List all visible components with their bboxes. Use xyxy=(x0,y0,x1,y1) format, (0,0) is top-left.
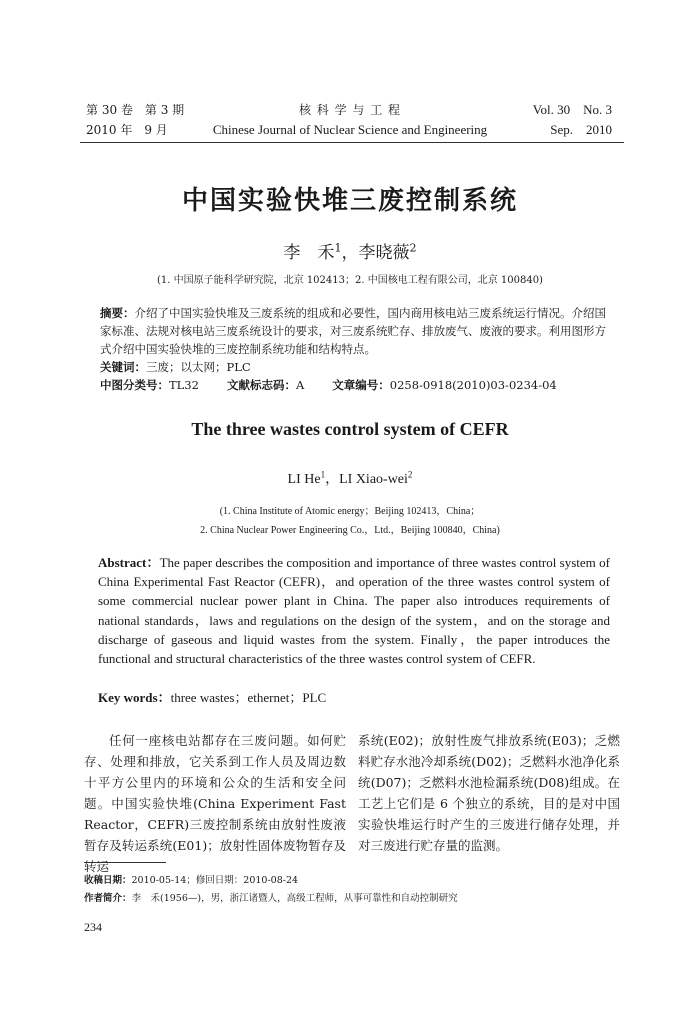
author1-cn: 李 禾 xyxy=(283,243,335,263)
title-cn: 中国实验快堆三废控制系统 xyxy=(181,186,518,216)
header-issue-en xyxy=(533,100,612,140)
affiliation-en-line1: (1. China Institute of Atomic energy；Beijing 102413，China； xyxy=(219,506,481,517)
footnote-rule xyxy=(84,862,166,863)
abstract-cn-label: 摘要： xyxy=(100,306,135,320)
header-volume-en: Vol. 30 No. 3 xyxy=(532,102,612,117)
footnote-bio-label: 作者简介： xyxy=(84,893,132,904)
clc-value: TL32 xyxy=(169,378,199,392)
footnote-dates xyxy=(84,874,298,888)
footnote-bio xyxy=(84,892,458,906)
author-sep-en: ， xyxy=(325,472,340,487)
keywords-en xyxy=(98,687,326,706)
keywords-cn-text: 三废；以太网；PLC xyxy=(146,360,251,374)
authors-en xyxy=(0,468,700,488)
abstract-cn xyxy=(100,304,610,394)
article-no-item xyxy=(332,376,556,394)
affiliation-en xyxy=(0,502,700,540)
header-rule xyxy=(80,142,624,143)
author1-cn-sup: 1 xyxy=(334,241,342,255)
author2-cn-sup: 2 xyxy=(409,241,417,255)
title-en: The three wastes control system of CEFR xyxy=(191,419,509,439)
authors-cn xyxy=(0,238,700,263)
keywords-cn xyxy=(100,358,610,376)
keywords-en-label: Key words： xyxy=(98,690,171,705)
keywords-en-text: three wastes；ethernet；PLC xyxy=(170,690,327,705)
classification-row xyxy=(100,376,610,394)
author2-en-sup: 2 xyxy=(407,469,413,480)
affiliation-cn: (1. 中国原子能科学研究院，北京 102413；2. 中国核电工程有限公司，北京 100840) xyxy=(157,275,543,286)
abstract-en xyxy=(98,553,610,668)
author1-en: LI He xyxy=(287,472,321,487)
clc-label: 中图分类号： xyxy=(100,378,169,392)
abstract-cn-para xyxy=(100,304,610,358)
header-date-cn: 2010 年 9 月 xyxy=(86,123,168,137)
footnote-dates-label: 收稿日期： xyxy=(84,875,132,886)
article-no-value: 0258-0918(2010)03-0234-04 xyxy=(389,378,557,392)
affiliation-en-line2: 2. China Nuclear Power Engineering Co.，Ltd.，Beijing 100840，China) xyxy=(200,525,500,536)
page-number: 234 xyxy=(84,920,102,934)
keywords-cn-label: 关键词： xyxy=(100,360,146,374)
abstract-en-label: Abstract： xyxy=(98,555,160,570)
body-column-left: 任何一座核电站都存在三废问题。如何贮存、处理和排放，它关系到工作人员及周边数十平方公里内的环境和公众的生活和安全问题。中国实验快堆(China Experiment Fast Reactor，CEFR)三废控制系统由放射性废液暂存及转运系统(E01)；放射性固体废物暂存及转运 xyxy=(84,733,346,874)
author2-en: LI Xiao-wei xyxy=(339,472,408,487)
doc-code-item xyxy=(227,376,304,394)
header-date-en: Sep. 2010 xyxy=(550,122,612,137)
author2-cn: 李晓薇 xyxy=(358,243,410,263)
clc-item xyxy=(100,376,199,394)
author-sep-cn: ， xyxy=(341,243,359,263)
author1-en-sup: 1 xyxy=(320,469,326,480)
abstract-en-text: The paper describes the composition and importance of three wastes control system of China Experimental Fast Reactor (CEFR)，and operation of the three wastes control system of some commercial nuclear power plant in China. The paper also introduces requirements of national standards，laws and regulations on the design of the system，and on the storage and discharge of gaseous and liquid wastes from the system. Finally，the paper introduces the functional and structural characteristics of the three wastes control system of CEFR. xyxy=(98,555,610,667)
header-journal-cn: 核 科 学 与 工 程 xyxy=(298,103,402,117)
abstract-cn-text: 介绍了中国实验快堆及三废系统的组成和必要性，国内商用核电站三废系统运行情况。介绍国家标准、法规对核电站三废系统设计的要求，对三废系统贮存、排放废气、废液的要求。利用图形方式介绍中国实验快堆的三废控制系统功能和结构特点。 xyxy=(100,306,606,356)
footnote-bio-text: 李 禾(1956—)，男，浙江诸暨人，高级工程师，从事可靠性和自动控制研究 xyxy=(131,893,458,904)
doc-code-value: A xyxy=(295,378,305,392)
footnote-dates-text: 2010-05-14；修回日期：2010-08-24 xyxy=(131,875,299,886)
header-volume-cn: 第 30 卷 第 3 期 xyxy=(86,103,185,117)
doc-code-label: 文献标志码： xyxy=(226,378,296,392)
article-no-label: 文章编号： xyxy=(332,378,390,392)
body-column-right: 系统(E02)；放射性废气排放系统(E03)；乏燃料贮存水池冷却系统(D02)；乏燃料水池净化系统(D07)；乏燃料水池检漏系统(D08)组成。在工艺上它们是 6 个独立的系统，目的是对中国实验快堆运行时产生的三废进行储存处理，并对三废进行贮存量的监测。 xyxy=(358,733,620,853)
header-journal-en: Chinese Journal of Nuclear Science and Engineering xyxy=(212,122,488,137)
